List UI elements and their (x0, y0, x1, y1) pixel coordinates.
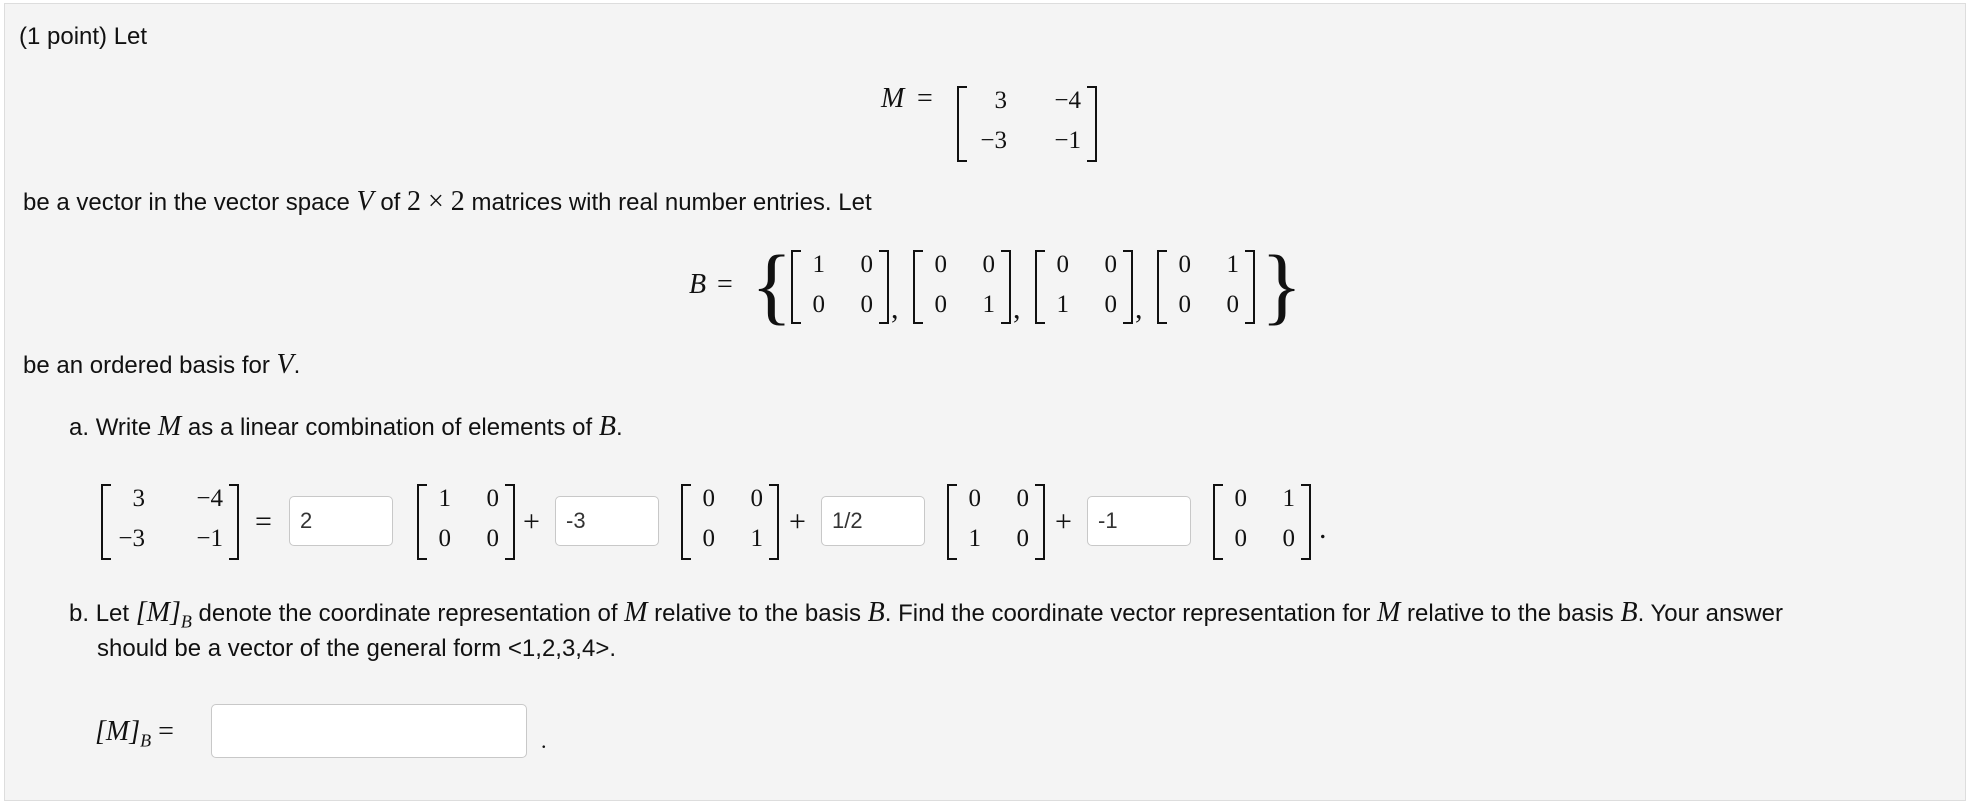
points-text: (1 point) Let (19, 23, 148, 50)
sentence-text: relative to the basis (654, 600, 861, 627)
sentence-text: . Find the coordinate vector representation for (884, 600, 1371, 627)
v-symbol: V (276, 349, 294, 380)
matrix-cell: 0 (1104, 291, 1117, 318)
matrix-cell: 0 (860, 251, 873, 278)
equals-sign: = (917, 83, 933, 114)
basis-matrix-3 (947, 484, 1045, 560)
sentence-text: denote the coordinate representation of (198, 600, 618, 627)
matrix-cell: 1 (750, 525, 763, 552)
sentence-text: Write (95, 414, 152, 441)
m-symbol: M (1377, 597, 1401, 628)
basis-matrix-3 (1035, 250, 1133, 324)
matrix-cell: 3 (132, 485, 145, 512)
answer-label-text: [M] (95, 716, 141, 747)
matrix-cell: 0 (750, 485, 763, 512)
sentence-text: as a linear combination of elements of (187, 414, 593, 441)
sentence-text: . (293, 352, 301, 379)
matrix-cell: −4 (196, 485, 223, 512)
matrix-cell: 0 (702, 485, 715, 512)
matrix-cell: 0 (1282, 525, 1295, 552)
basis-matrix-1 (417, 484, 515, 560)
dimension-text: 2 × 2 (407, 186, 465, 217)
basis-matrix-2 (913, 250, 1011, 324)
matrix-cell: 1 (1282, 485, 1295, 512)
coordinate-vector-input[interactable] (211, 704, 527, 758)
equals-sign: = (158, 716, 174, 747)
basis-matrix-4 (1157, 250, 1255, 324)
answer-label (95, 717, 174, 756)
matrix-cell: 0 (860, 291, 873, 318)
equals-sign: = (717, 269, 733, 300)
matrix-m (957, 86, 1097, 162)
ordered-basis-sentence (23, 350, 300, 381)
close-brace: } (1261, 237, 1303, 333)
matrix-cell: 0 (1178, 251, 1191, 278)
matrix-cell: 1 (1226, 251, 1239, 278)
v-symbol: V (356, 186, 374, 217)
b-symbol: B (867, 597, 885, 628)
matrix-cell: 0 (1226, 291, 1239, 318)
plus-sign: + (523, 505, 540, 538)
sentence-text: . (615, 414, 623, 441)
matrix-cell: 0 (1104, 251, 1117, 278)
matrix-cell: 1 (968, 525, 981, 552)
problem-panel (4, 3, 1966, 801)
sentence-text: of (380, 189, 401, 216)
matrix-cell: 1 (812, 251, 825, 278)
sentence-text: matrices with real number entries. Let (471, 189, 872, 216)
matrix-cell: 0 (934, 251, 947, 278)
matrix-cell: −3 (980, 127, 1007, 154)
matrix-cell: 0 (982, 251, 995, 278)
m-symbol: M (624, 597, 648, 628)
part-label: b. (69, 600, 90, 627)
sentence-text: be an ordered basis for (23, 352, 270, 379)
matrix-cell: 1 (1056, 291, 1069, 318)
matrix-cell: 1 (438, 485, 451, 512)
matrix-cell: 0 (1234, 485, 1247, 512)
matrix-cell: 1 (982, 291, 995, 318)
matrix-cell: −1 (1054, 127, 1081, 154)
m-symbol: M (157, 411, 182, 442)
part-b-prompt-line2: should be a vector of the general form <1,2,3,4>. (97, 635, 616, 662)
matrix-cell: 0 (1016, 525, 1029, 552)
period: . (541, 728, 547, 753)
matrix-cell: 0 (486, 485, 499, 512)
matrix-cell: 0 (1234, 525, 1247, 552)
coord-subscript: B (180, 611, 192, 632)
basis-matrix-1 (791, 250, 889, 324)
sentence-text: relative to the basis (1407, 600, 1614, 627)
part-b-prompt-line1 (69, 598, 1783, 637)
matrix-m (101, 484, 239, 560)
answer-label-subscript: B (140, 730, 152, 751)
m-symbol: M (881, 83, 905, 114)
matrix-cell: 0 (934, 291, 947, 318)
sentence-text: be a vector in the vector space (23, 189, 350, 216)
matrix-cell: 0 (812, 291, 825, 318)
period: . (1319, 512, 1327, 545)
basis-matrix-2 (681, 484, 779, 560)
matrix-cell: −3 (118, 525, 145, 552)
matrix-cell: 0 (486, 525, 499, 552)
b-symbol: B (598, 411, 616, 442)
coefficient-input-1[interactable] (289, 496, 393, 546)
matrix-cell: 0 (1016, 485, 1029, 512)
coefficient-input-4[interactable] (1087, 496, 1191, 546)
matrix-cell: 3 (994, 87, 1007, 114)
comma: , (891, 292, 899, 325)
coord-text: [M] (135, 597, 181, 628)
coord-notation (135, 597, 192, 632)
vector-space-sentence (23, 187, 872, 218)
comma: , (1013, 292, 1021, 325)
matrix-cell: −4 (1054, 87, 1081, 114)
coefficient-input-3[interactable] (821, 496, 925, 546)
plus-sign: + (1055, 505, 1072, 538)
coefficient-input-2[interactable] (555, 496, 659, 546)
sentence-text: Let (95, 600, 130, 627)
matrix-cell: 0 (968, 485, 981, 512)
matrix-cell: 0 (1056, 251, 1069, 278)
part-label: a. (69, 414, 90, 441)
matrix-cell: −1 (196, 525, 223, 552)
matrix-cell: 0 (1178, 291, 1191, 318)
basis-matrix-4 (1213, 484, 1311, 560)
part-a-prompt (69, 412, 623, 443)
b-symbol: B (689, 269, 707, 300)
b-symbol: B (1620, 597, 1638, 628)
matrix-cell: 0 (702, 525, 715, 552)
comma: , (1135, 292, 1143, 325)
plus-sign: + (789, 505, 806, 538)
open-brace: { (751, 237, 793, 333)
matrix-cell: 0 (438, 525, 451, 552)
equals-sign: = (255, 505, 272, 538)
sentence-text: . Your answer (1637, 600, 1784, 627)
